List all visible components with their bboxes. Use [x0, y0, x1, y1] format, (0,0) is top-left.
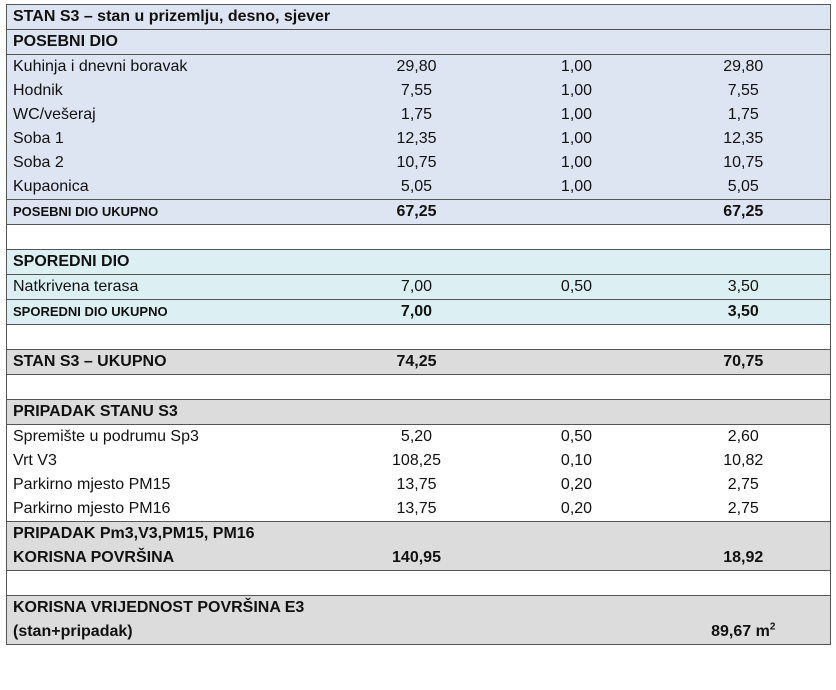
table-row: [7, 79, 831, 103]
room-area: 12,35: [396, 130, 437, 147]
subtotal-useful: 18,92: [657, 546, 831, 571]
room-area: 10,75: [396, 154, 437, 171]
title-row: [7, 5, 831, 30]
section-header-row: [7, 250, 831, 275]
table-title: STAN S3 – stan u prizemlju, desno, sjever: [7, 5, 831, 30]
room-coef: 1,00: [560, 82, 593, 99]
room-name: Parkirno mjesto PM15: [7, 473, 337, 497]
subtotal-label-line1: PRIPADAK Pm3,V3,PM15, PM16: [7, 522, 831, 547]
spacer-cell: [7, 325, 831, 350]
room-coef: 1,00: [560, 58, 593, 75]
room-area: 5,20: [400, 428, 433, 445]
room-name: Natkrivena terasa: [7, 275, 337, 300]
room-area: 108,25: [392, 452, 441, 469]
spacer-cell: [7, 225, 831, 250]
room-name: Parkirno mjesto PM16: [7, 497, 337, 522]
room-name: Kupaonica: [7, 175, 337, 200]
room-name: Kuhinja i dnevni boravak: [7, 55, 337, 80]
apartment-total-coef-empty: [497, 350, 657, 375]
area-table: [6, 4, 831, 645]
spacer-cell: [7, 571, 831, 596]
room-useful: 29,80: [657, 55, 831, 80]
room-coef: 1,00: [560, 178, 593, 195]
room-useful: 12,35: [657, 127, 831, 151]
final-empty-1: [337, 620, 497, 645]
room-name: Vrt V3: [7, 449, 337, 473]
final-label-line1: KORISNA VRIJEDNOST POVRŠINA E3: [7, 596, 831, 621]
subtotal-area: 67,25: [337, 200, 497, 225]
room-coef: 0,20: [560, 476, 593, 493]
table-row: [7, 103, 831, 127]
section-header-pripadak: PRIPADAK STANU S3: [7, 400, 831, 425]
room-useful: 7,55: [657, 79, 831, 103]
subtotal-label: POSEBNI DIO UKUPNO: [7, 200, 337, 225]
apartment-total-area: 74,25: [337, 350, 497, 375]
final-label-row: [7, 596, 831, 621]
room-coef: 1,00: [560, 106, 593, 123]
spacer-row: [7, 571, 831, 596]
subtotal-row: [7, 200, 831, 225]
subtotal-useful: 67,25: [657, 200, 831, 225]
room-coef: 1,00: [560, 154, 593, 171]
room-area: 7,55: [400, 82, 433, 99]
apartment-total-useful: 70,75: [657, 350, 831, 375]
subtotal-label: SPOREDNI DIO UKUPNO: [7, 300, 337, 325]
table-row: [7, 497, 831, 522]
room-name: Spremište u podrumu Sp3: [7, 425, 337, 450]
subtotal-coef-empty: [497, 546, 657, 571]
table-row: [7, 175, 831, 200]
final-unit-superscript: 2: [769, 621, 776, 633]
room-useful: 5,05: [657, 175, 831, 200]
section-header-sporedni: SPOREDNI DIO: [7, 250, 831, 275]
subtotal-coef-empty: [497, 300, 657, 325]
room-area: 13,75: [396, 476, 437, 493]
table-row: [7, 449, 831, 473]
subtotal-label-line2: KORISNA POVRŠINA: [7, 546, 337, 571]
table-row: [7, 55, 831, 80]
final-label-line2: (stan+pripadak): [7, 620, 337, 645]
room-area: 1,75: [400, 106, 433, 123]
room-name: Soba 2: [7, 151, 337, 175]
room-coef: 0,10: [560, 452, 593, 469]
subtotal-row: [7, 300, 831, 325]
table-row: [7, 151, 831, 175]
apartment-total-label: STAN S3 – UKUPNO: [7, 350, 337, 375]
room-useful: 2,75: [657, 473, 831, 497]
room-name: WC/vešeraj: [7, 103, 337, 127]
spacer-row: [7, 375, 831, 400]
room-name: Soba 1: [7, 127, 337, 151]
room-name: Hodnik: [7, 79, 337, 103]
table-row: [7, 127, 831, 151]
room-useful: 3,50: [657, 275, 831, 300]
room-area: 29,80: [396, 58, 437, 75]
room-useful: 2,75: [657, 497, 831, 522]
room-area: 13,75: [396, 500, 437, 517]
spacer-cell: [7, 375, 831, 400]
final-total-value: [657, 620, 831, 645]
table-row: [7, 275, 831, 300]
table-row: [7, 473, 831, 497]
subtotal-area: 140,95: [337, 546, 497, 571]
room-coef: 1,00: [560, 130, 593, 147]
subtotal-area: 7,00: [337, 300, 497, 325]
subtotal-useful: 3,50: [657, 300, 831, 325]
spacer-row: [7, 225, 831, 250]
section-header-posebni: POSEBNI DIO: [7, 30, 831, 55]
spacer-row: [7, 325, 831, 350]
room-useful: 1,75: [657, 103, 831, 127]
subtotal-label-row: [7, 522, 831, 547]
section-header-row: [7, 30, 831, 55]
room-coef: 0,50: [560, 278, 593, 295]
subtotal-coef-empty: [497, 200, 657, 225]
apartment-total-row: [7, 350, 831, 375]
final-empty-2: [497, 620, 657, 645]
subtotal-row: [7, 546, 831, 571]
final-value-text: 89,67 m: [711, 623, 770, 640]
room-coef: 0,20: [560, 500, 593, 517]
room-useful: 10,82: [657, 449, 831, 473]
room-coef: 0,50: [560, 428, 593, 445]
final-total-row: [7, 620, 831, 645]
section-header-row: [7, 400, 831, 425]
room-area: 5,05: [400, 178, 433, 195]
room-useful: 10,75: [657, 151, 831, 175]
room-useful: 2,60: [657, 425, 831, 450]
table-row: [7, 425, 831, 450]
room-area: 7,00: [400, 278, 433, 295]
